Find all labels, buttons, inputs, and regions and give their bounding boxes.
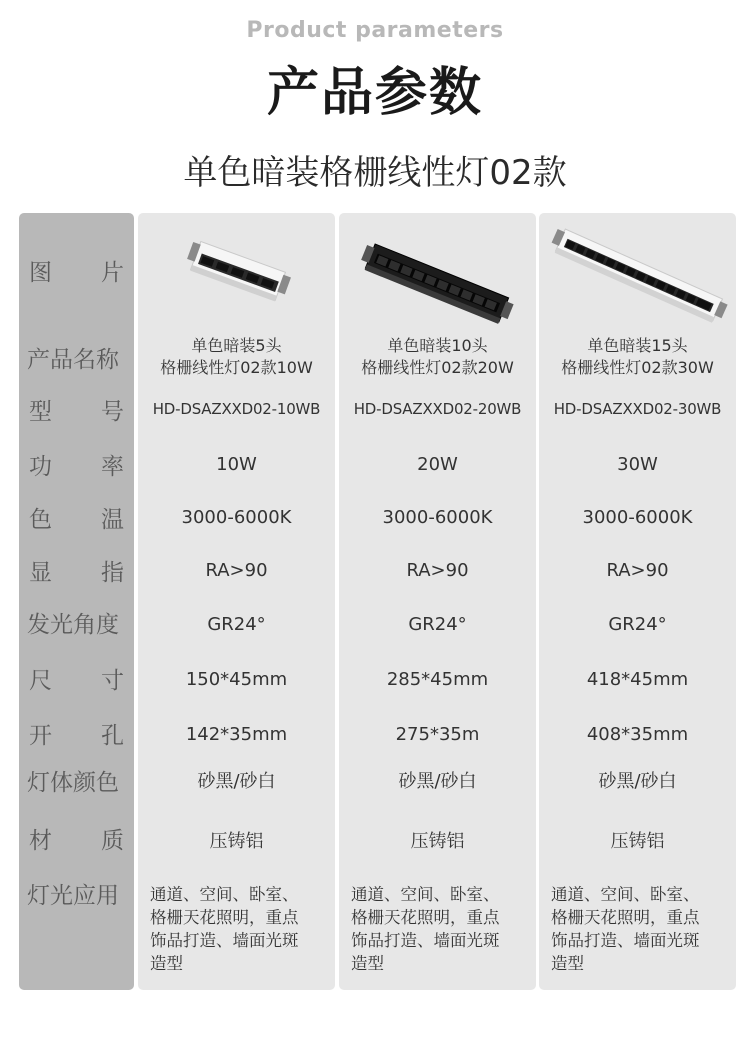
product-size-3: 418*45mm: [586, 668, 689, 690]
page-subtitle: 单色暗装格栅线性灯02款: [183, 153, 567, 193]
product-column-1: [138, 213, 335, 990]
product-image-3: [539, 213, 736, 328]
label-column: [19, 213, 134, 990]
product-model-1: HD-DSAZXXD02-10WB: [152, 400, 321, 418]
product-beam-angle-1: GR24°: [207, 613, 266, 635]
product-column-3: [539, 213, 736, 990]
product-cutout-1: 142*35mm: [185, 723, 288, 745]
product-material-1: 压铸铝: [209, 831, 264, 852]
label-body-color: 灯体颜色: [27, 769, 119, 796]
product-size-1: 150*45mm: [185, 668, 288, 690]
product-name-2: 单色暗装10头 格栅线性灯02款20W: [361, 336, 514, 377]
product-image-2: [339, 213, 536, 328]
product-size-2: 285*45mm: [386, 668, 489, 690]
label-power: 功 率: [29, 453, 124, 480]
product-body-color-2: 砂黑/砂白: [398, 771, 477, 792]
label-beam-angle: 发光角度: [27, 611, 119, 638]
product-color-temp-2: 3000-6000K: [382, 506, 493, 528]
product-cri-1: RA>90: [205, 559, 268, 581]
label-color-temp: 色 温: [29, 506, 124, 533]
page-title: 产品参数: [266, 63, 483, 123]
product-application-2: 通道、空间、卧室、 格栅天花照明，重点 饰品打造、墙面光斑 造型: [351, 885, 500, 973]
label-model: 型 号: [29, 398, 124, 425]
label-picture: 图 片: [29, 260, 124, 286]
product-power-1: 10W: [216, 453, 257, 475]
product-power-3: 30W: [617, 453, 658, 475]
product-beam-angle-2: GR24°: [408, 613, 467, 635]
product-cri-2: RA>90: [406, 559, 469, 581]
product-body-color-1: 砂黑/砂白: [197, 771, 276, 792]
product-material-2: 压铸铝: [410, 831, 465, 852]
label-application: 灯光应用: [27, 882, 119, 909]
product-image-1: [138, 213, 335, 328]
product-color-temp-1: 3000-6000K: [181, 506, 292, 528]
label-cri: 显 指: [29, 559, 124, 586]
product-cutout-3: 408*35mm: [586, 723, 689, 745]
linear-light-black-10-head-icon: [339, 213, 536, 328]
product-name-1: 单色暗装5头 格栅线性灯02款10W: [160, 336, 313, 377]
product-name-3: 单色暗装15头 格栅线性灯02款30W: [561, 336, 714, 377]
product-power-2: 20W: [417, 453, 458, 475]
product-beam-angle-3: GR24°: [608, 613, 667, 635]
product-column-2: [339, 213, 536, 990]
label-size: 尺 寸: [29, 667, 124, 694]
product-application-1: 通道、空间、卧室、 格栅天花照明，重点 饰品打造、墙面光斑 造型: [150, 885, 299, 973]
product-model-3: HD-DSAZXXD02-30WB: [553, 400, 722, 418]
product-material-3: 压铸铝: [610, 831, 665, 852]
product-cutout-2: 275*35m: [395, 723, 480, 745]
label-name: 产品名称: [27, 346, 119, 373]
linear-light-white-15-head-icon: [539, 213, 736, 328]
product-body-color-3: 砂黑/砂白: [598, 771, 677, 792]
product-application-3: 通道、空间、卧室、 格栅天花照明，重点 饰品打造、墙面光斑 造型: [551, 885, 700, 973]
product-model-2: HD-DSAZXXD02-20WB: [353, 400, 522, 418]
page-eyebrow: Product parameters: [246, 18, 504, 43]
product-color-temp-3: 3000-6000K: [582, 506, 693, 528]
label-material: 材 质: [29, 827, 124, 854]
label-cutout: 开 孔: [29, 722, 124, 749]
linear-light-white-5-head-icon: [138, 213, 335, 328]
product-cri-3: RA>90: [606, 559, 669, 581]
